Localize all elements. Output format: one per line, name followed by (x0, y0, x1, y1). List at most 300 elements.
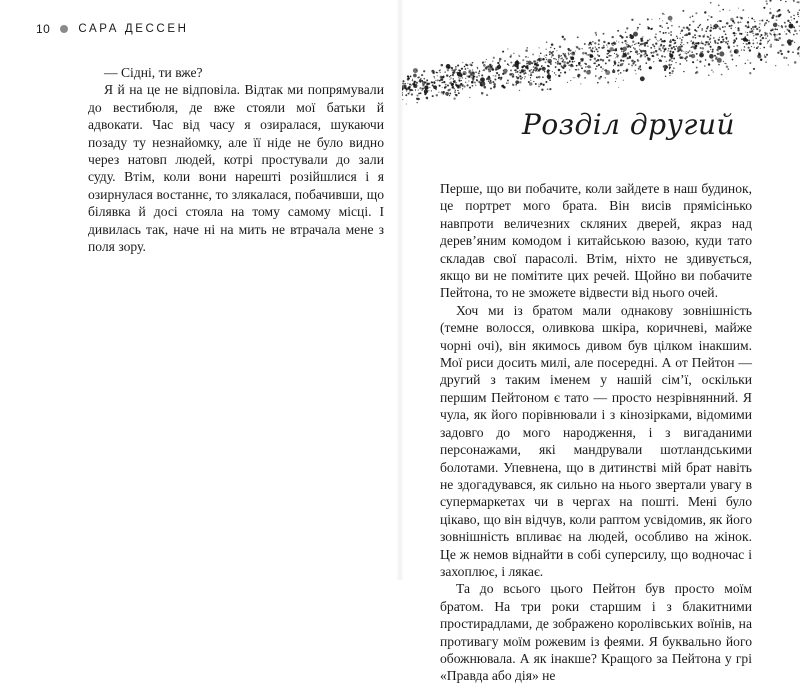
ink-dot (717, 46, 721, 50)
ink-dot (472, 62, 474, 64)
ink-dot (702, 55, 704, 57)
ink-dot (672, 70, 674, 72)
ink-dot (773, 34, 775, 36)
ink-dot (625, 43, 626, 44)
ink-dot (777, 15, 779, 17)
ink-dot (542, 67, 546, 71)
ink-dot (450, 67, 452, 69)
ink-dot (761, 19, 763, 21)
ink-dot (437, 75, 438, 76)
ink-dot (415, 86, 417, 88)
ink-dot (733, 39, 735, 41)
ink-dot (715, 56, 717, 58)
ink-dot (616, 54, 618, 56)
ink-dot (669, 45, 671, 47)
ink-dot (701, 30, 703, 32)
ink-dot (735, 27, 736, 28)
ink-dot (553, 58, 554, 59)
ink-dot (667, 27, 669, 29)
ink-dot (575, 69, 577, 71)
ink-dot (746, 43, 748, 45)
ink-dot (702, 43, 704, 45)
ink-dot (738, 8, 739, 9)
ink-dot (493, 57, 495, 59)
ink-dot (522, 67, 524, 69)
ink-dot (643, 54, 644, 55)
running-head (36, 22, 189, 36)
ink-dot (613, 61, 615, 63)
ink-dot (532, 71, 534, 73)
ink-dot (764, 55, 765, 56)
ink-dot (781, 25, 782, 26)
ink-dot (490, 71, 491, 72)
ink-dot (638, 42, 640, 44)
ink-dot (471, 81, 474, 84)
ink-dot (515, 71, 517, 73)
ink-dot (445, 84, 447, 86)
ink-dot (559, 46, 562, 49)
ink-dot (760, 48, 761, 49)
ink-dot (793, 18, 795, 20)
ink-dot (517, 68, 518, 69)
ink-dot (631, 64, 633, 66)
ink-dot (453, 97, 455, 99)
ink-dot (725, 33, 727, 35)
ink-dot (674, 48, 676, 50)
ink-dot (672, 51, 674, 53)
ink-dot (450, 75, 451, 76)
ink-dot (703, 35, 705, 37)
ink-dot (566, 58, 568, 60)
ink-dot (709, 54, 714, 59)
ink-dot (670, 34, 672, 36)
ink-dot (620, 47, 623, 50)
ink-dot (592, 47, 594, 49)
ink-dot (774, 36, 776, 38)
ink-dot (776, 16, 778, 18)
ink-dot (421, 74, 423, 76)
ink-dot (728, 68, 729, 69)
ink-dot (640, 76, 645, 81)
ink-dot (500, 77, 502, 79)
ink-dot (461, 68, 463, 70)
ink-dot (402, 99, 403, 100)
ink-dot (437, 79, 439, 81)
ink-dot (410, 76, 412, 78)
ink-dot (740, 21, 742, 23)
ink-dot (469, 63, 471, 65)
ink-dot (493, 75, 494, 76)
ink-dot (623, 53, 625, 55)
ink-dot (745, 39, 748, 42)
ink-dot (697, 59, 699, 61)
ink-dot (420, 78, 422, 80)
ink-dot (760, 39, 762, 41)
ink-dot (717, 25, 719, 27)
ink-dot (551, 57, 552, 58)
ink-dot (515, 80, 519, 84)
ink-dot (753, 19, 754, 20)
ink-dot (717, 42, 719, 44)
ink-dot (577, 75, 579, 77)
ink-dot (664, 56, 666, 58)
ink-dot (535, 61, 536, 62)
ink-dot (423, 78, 425, 80)
ink-dot (457, 72, 460, 75)
ink-dot (668, 16, 673, 21)
ink-dot (566, 62, 569, 65)
ink-dot (447, 85, 449, 87)
ink-dot (411, 89, 413, 91)
ink-dot (710, 41, 711, 42)
ink-dot (668, 48, 669, 49)
ink-dot (635, 64, 637, 66)
ink-dot (605, 77, 607, 79)
ink-dot (676, 46, 678, 48)
ink-dot (438, 92, 439, 93)
ink-dot (675, 62, 676, 63)
ink-dot (510, 56, 512, 58)
ink-dot (793, 0, 795, 2)
ink-dot (695, 42, 697, 44)
ink-dot (774, 38, 776, 40)
ink-dot (626, 36, 628, 38)
ink-dot (426, 82, 427, 83)
ink-dot (536, 77, 538, 79)
ink-dot (546, 59, 547, 60)
ink-dot (590, 50, 592, 52)
ink-dot (637, 29, 638, 30)
ink-dot (733, 22, 735, 24)
ink-dot (708, 74, 710, 76)
ink-dot (504, 60, 506, 62)
ink-dot (413, 68, 418, 73)
ink-dot (530, 80, 531, 81)
ink-dot (743, 43, 744, 44)
ink-dot (525, 49, 528, 52)
ink-dot (586, 54, 587, 55)
ink-dot (751, 46, 752, 47)
ink-dot (663, 66, 664, 67)
ink-dot (733, 42, 735, 44)
ink-dot (530, 74, 532, 76)
ink-dot (658, 46, 659, 47)
ink-dot (519, 90, 520, 91)
ink-dot (717, 53, 719, 55)
ink-dot (594, 42, 596, 44)
ink-dot (562, 61, 564, 63)
paragraph: Та до всього цього Пейтон був просто моїм братом. На три роки старшим і з блакитними простирадлами, де зображено королівських воїнів, на противагу моїм рожевим із феями. Я буквально його обожнювала. А як інакше? Кращого за Пейтона у грі «Правда або дія» не (440, 581, 752, 684)
ink-dot (578, 48, 580, 50)
ink-dot (737, 29, 739, 31)
ink-dot (562, 36, 564, 38)
ink-dot (778, 9, 780, 11)
ink-dot (524, 78, 525, 79)
ink-dot (465, 68, 467, 70)
ink-dot (639, 49, 640, 50)
ink-dot (663, 41, 664, 42)
ink-dot (588, 43, 590, 45)
ink-dot (562, 59, 564, 61)
ink-dot (687, 52, 689, 54)
ink-dot (501, 85, 504, 88)
ink-dot (496, 73, 497, 74)
ink-dot (559, 63, 561, 65)
ink-dot (694, 34, 696, 36)
ink-dot (552, 54, 554, 56)
ink-dot (678, 26, 680, 28)
ink-dot (686, 53, 687, 54)
ink-dot (699, 61, 701, 63)
ink-dot (480, 85, 481, 86)
ink-dot (710, 24, 712, 26)
ink-dot (570, 80, 571, 81)
ink-dot (666, 22, 667, 23)
ink-dot (769, 12, 772, 15)
ink-dot (653, 61, 654, 62)
ink-dot (770, 8, 771, 9)
ink-dot (498, 74, 500, 76)
ink-dot (652, 55, 654, 57)
ink-dot (558, 59, 559, 60)
ink-dot (406, 91, 407, 92)
ink-dot (582, 61, 583, 62)
ink-dot (749, 72, 751, 74)
ink-dot (581, 67, 583, 69)
ink-dot (496, 72, 497, 73)
ink-dot (747, 60, 748, 61)
ink-dot (618, 62, 620, 64)
ink-dot (499, 60, 500, 61)
ink-dot (723, 61, 724, 62)
ink-dot (477, 68, 478, 69)
ink-dot (522, 71, 524, 73)
ink-dot (740, 17, 742, 19)
ink-dot (486, 59, 487, 60)
ink-dot (644, 52, 646, 54)
ink-dot (533, 69, 535, 71)
ink-dot (483, 64, 486, 67)
ink-dot (767, 42, 768, 43)
ink-dot (528, 74, 529, 75)
ink-dot (564, 71, 566, 73)
ink-dot (745, 63, 747, 65)
ink-dot (449, 76, 450, 77)
ink-dot (439, 80, 441, 82)
ink-dot (659, 18, 660, 19)
ink-dot (560, 72, 562, 74)
ink-dot (655, 50, 658, 53)
ink-dot (623, 51, 625, 53)
ink-dot (529, 82, 532, 85)
ink-dot (555, 58, 556, 59)
ink-dot (465, 81, 467, 83)
ink-dot (515, 84, 517, 86)
ink-dot (617, 30, 619, 32)
ink-dot (625, 69, 627, 71)
ink-dot (522, 77, 523, 78)
ink-dot (622, 55, 625, 58)
ink-dot (778, 33, 780, 35)
ink-dot (686, 60, 688, 62)
ink-dot (737, 21, 739, 23)
ink-dot (435, 80, 436, 81)
ink-dot (541, 65, 543, 67)
ink-dot (661, 55, 663, 57)
ink-dot (639, 24, 640, 25)
ink-dot (561, 57, 563, 59)
ink-dot (642, 40, 644, 42)
ink-dot (637, 60, 639, 62)
ink-dot (663, 65, 667, 69)
ink-dot (756, 47, 758, 49)
ink-dot (538, 86, 540, 88)
paragraph: Перше, що ви побачите, коли зайдете в наш будинок, це портрет мого брата. Він висів прямісінько навпроти величезних скляних дверей, якраз над дерев’яним комодом і китайською вазою, куди тато складав свої парасолі. Втім, ніхто не здивується, якщо ви не помітите цих речей. Щойно ви побачите Пейтона, то не зможете відвести від нього очей. (440, 181, 752, 301)
ink-dot (607, 81, 609, 83)
ink-dot (625, 54, 626, 55)
ink-dot (787, 10, 789, 12)
ink-dot (787, 51, 789, 53)
ink-dot (758, 52, 759, 53)
ink-dot (524, 72, 525, 73)
ink-dot (552, 51, 554, 53)
ink-dot (459, 80, 461, 82)
ink-dot (647, 40, 649, 42)
ink-dot (591, 44, 593, 46)
ink-dot (431, 81, 433, 83)
ink-dot (681, 30, 683, 32)
chapter-title: Розділ другий (522, 108, 736, 141)
ink-dot (769, 40, 770, 41)
ink-dot (713, 37, 715, 39)
ink-dot (563, 38, 565, 40)
ink-dot (792, 51, 794, 53)
ink-dot (713, 71, 714, 72)
ink-dot (441, 91, 443, 93)
ink-dot (519, 62, 520, 63)
ink-dot (765, 61, 767, 63)
ink-dot (679, 46, 680, 47)
ink-dot (708, 43, 711, 46)
ink-dot (603, 46, 605, 48)
ink-dot (485, 61, 486, 62)
ink-dot (538, 58, 541, 61)
ink-dot (549, 62, 551, 64)
ink-dot (662, 20, 663, 21)
ink-dot (707, 50, 709, 52)
ink-dot (625, 32, 627, 34)
ink-dot (663, 32, 665, 34)
ink-dot (660, 60, 662, 62)
ink-dot (718, 39, 720, 41)
ink-dot (493, 86, 495, 88)
ink-dot (516, 65, 518, 67)
ink-dot (763, 7, 765, 9)
ink-dot (470, 71, 475, 76)
ink-dot (578, 77, 579, 78)
ink-dot (652, 44, 654, 46)
ink-dot (614, 53, 615, 54)
ink-dot (661, 27, 662, 28)
ink-dot (404, 87, 406, 89)
ink-dot (549, 79, 551, 81)
ink-dot (569, 60, 571, 62)
ink-dot (595, 46, 596, 47)
ink-dot (758, 27, 759, 28)
ink-dot (719, 51, 724, 56)
ink-dot (741, 49, 742, 50)
ink-dot (654, 48, 655, 49)
ink-dot (664, 14, 665, 15)
ink-dot (592, 41, 594, 43)
ink-dot (640, 65, 641, 66)
ink-dot (568, 53, 569, 54)
ink-dot (771, 29, 773, 31)
ink-dot (492, 65, 493, 66)
ink-dot (621, 50, 623, 52)
ink-dot (734, 50, 737, 53)
ink-dot (407, 93, 409, 95)
ink-dot (426, 93, 427, 94)
ink-dot (522, 59, 524, 61)
ink-dot (469, 75, 471, 77)
ink-dot (568, 54, 569, 55)
ink-dot (680, 44, 681, 45)
ink-dot (772, 14, 774, 16)
ink-dot (556, 50, 557, 51)
ink-dot (547, 70, 549, 72)
ink-dot (607, 57, 609, 59)
ink-dot (596, 65, 598, 67)
ink-dot (692, 61, 694, 63)
ink-dot (538, 84, 539, 85)
ink-dot (721, 41, 723, 43)
ink-dot (651, 19, 652, 20)
ink-dot (530, 69, 531, 70)
ink-dot (733, 32, 735, 34)
ink-dot (480, 77, 485, 82)
ink-dot (701, 28, 703, 30)
ink-dot (700, 42, 702, 44)
ink-dot (518, 74, 519, 75)
ink-dot (507, 63, 509, 65)
ink-dot (462, 77, 464, 79)
ink-dot (423, 70, 425, 72)
ink-dot (781, 44, 783, 46)
ink-dot (705, 41, 707, 43)
ink-dot (793, 26, 795, 28)
ink-dot (662, 47, 664, 49)
ink-dot (748, 17, 749, 18)
ink-dot (751, 17, 753, 19)
ink-dot (626, 57, 628, 59)
paragraph: — Сідні, ти вже? (104, 65, 203, 80)
ink-dot (764, 56, 766, 58)
ink-dot (576, 65, 578, 67)
ink-dot (461, 80, 462, 81)
ink-dot (492, 81, 494, 83)
ink-dot (452, 74, 454, 76)
ink-dot (785, 25, 787, 27)
ink-dot (527, 61, 531, 65)
ink-dot (524, 70, 526, 72)
ink-dot (471, 77, 472, 78)
ink-dot (791, 20, 792, 21)
ink-dot (558, 75, 560, 77)
ink-dot (558, 55, 561, 58)
ink-dot (783, 57, 785, 59)
ink-dot (694, 29, 696, 31)
